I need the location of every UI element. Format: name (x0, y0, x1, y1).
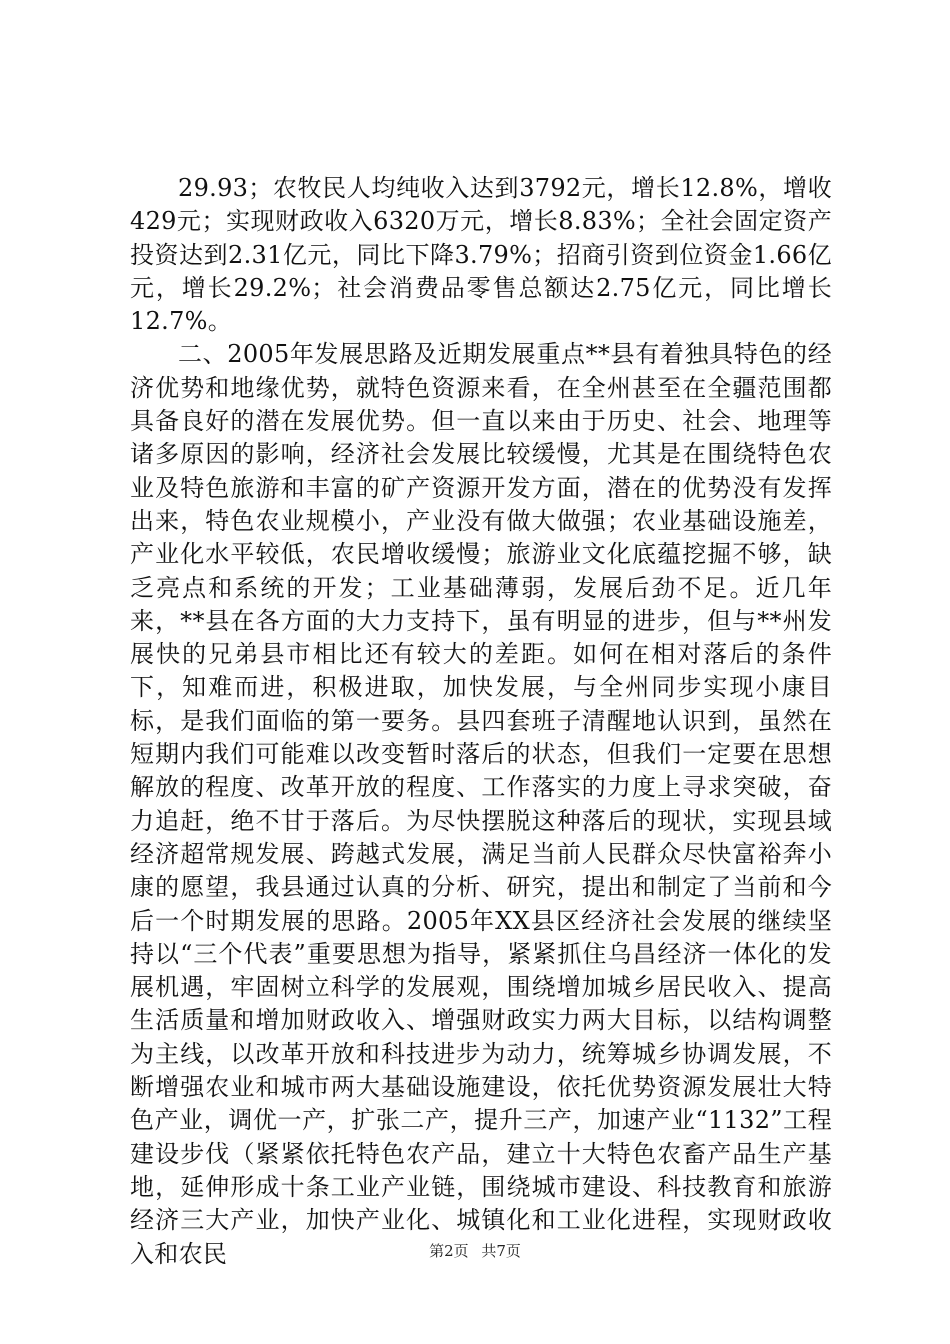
document-body (130, 172, 832, 1271)
page-footer (0, 1240, 950, 1261)
paragraph-economic-stats: 29.93；农牧民人均纯收入达到3792元，增长12.8%，增收429元；实现财政收入6320万元，增长8.83%；全社会固定资产投资达到2.31亿元，同比下降3.79%；招商引资到位资金1.66亿元，增长29.2%；社会消费品零售总额达2.75亿元，同比增长12.7%。 (130, 174, 832, 336)
page-total: 共7页 (481, 1242, 521, 1260)
page-number: 第2页 (429, 1242, 469, 1260)
paragraph-development-plan: 二、2005年发展思路及近期发展重点**县有着独具特色的经济优势和地缘优势，就特色资源来看，在全州甚至在全疆范围都具备良好的潜在发展优势。但一直以来由于历史、社会、地理等诸多原因的影响，经济社会发展比较缓慢，尤其是在围绕特色农业及特色旅游和丰富的矿产资源开发方面，潜在的优势没有发挥出来，特色农业规模小，产业没有做大做强；农业基础设施差，产业化水平较低，农民增收缓慢；旅游业文化底蕴挖掘不够，缺乏亮点和系统的开发；工业基础薄弱，发展后劲不足。近几年来，**县在各方面的大力支持下，虽有明显的进步，但与**州发展快的兄弟县市相比还有较大的差距。如何在相对落后的条件下，知难而进，积极进取，加快发展，与全州同步实现小康目标，是我们面临的第一要务。县四套班子清醒地认识到，虽然在短期内我们可能难以改变暂时落后的状态，但我们一定要在思想解放的程度、改革开放的程度、工作落实的力度上寻求突破，奋力追赶，绝不甘于落后。为尽快摆脱这种落后的现状，实现县域经济超常规发展、跨越式发展，满足当前人民群众尽快富裕奔小康的愿望，我县通过认真的分析、研究，提出和制定了当前和今后一个时期发展的思路。2005年XX县区经济社会发展的继续坚持以“三个代表”重要思想为指导，紧紧抓住乌昌经济一体化的发展机遇，牢固树立科学的发展观，围绕增加城乡居民收入、提高生活质量和增加财政收入、增强财政实力两大目标，以结构调整为主线，以改革开放和科技进步为动力，统筹城乡协调发展，不断增强农业和城市两大基础设施建设，依托优势资源发展壮大特色产业，调优一产，扩张二产，提升三产，加速产业“1132”工程建设步伐（紧紧依托特色农产品，建立十大特色农畜产品生产基地，延伸形成十条工业产业链，围绕城市建设、科技教育和旅游经济三大产业，加快产业化、城镇化和工业化进程，实现财政收入和农民 (130, 340, 832, 1268)
